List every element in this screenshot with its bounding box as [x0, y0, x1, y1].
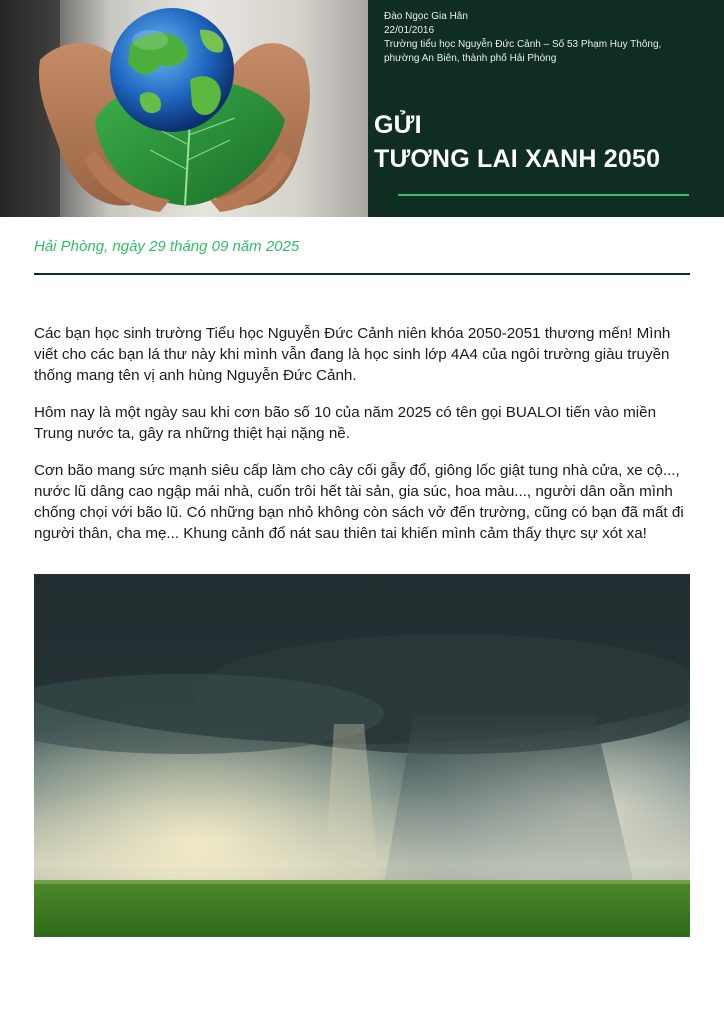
- school-line-1: Trường tiểu học Nguyễn Đức Cảnh – Số 53 Phạm Huy Thông,: [384, 39, 662, 50]
- date-divider: [34, 273, 690, 275]
- letter-date: Hải Phòng, ngày 29 tháng 09 năm 2025: [34, 238, 300, 255]
- header-photo: [0, 0, 368, 217]
- title-divider: [398, 194, 689, 196]
- title-line-1: GỬI: [374, 111, 422, 139]
- header-panel: [368, 0, 724, 217]
- letter-body: [34, 323, 694, 560]
- paragraph-3: Cơn bão mang sức mạnh siêu cấp làm cho cây cối gẫy đổ, giông lốc giật tung nhà cửa, xe cộ..., nước lũ dâng cao ngập mái nhà, cuốn trôi hết tài sản, gia súc, hoa màu..., người dân oằn mình chống chọi với bão lũ. Có những bạn nhỏ không còn sách vở đến trường, cũng có bạn đã mất đi người thân, cha mẹ... Khung cảnh đổ nát sau thiên tai khiến mình cảm thấy thực sự xót xa!: [34, 462, 684, 542]
- paragraph-2: Hôm nay là một ngày sau khi cơn bão số 10 của năm 2025 có tên gọi BUALOI tiến vào miền Trung nước ta, gây ra những thiệt hại nặng nề.: [34, 404, 657, 442]
- author-birthdate: 22/01/2016: [384, 25, 435, 36]
- earth-on-leaf-in-hands-icon: [0, 0, 368, 217]
- storm-over-field-icon: [34, 574, 690, 937]
- paragraph-1: Các bạn học sinh trường Tiểu học Nguyễn Đức Cảnh niên khóa 2050-2051 thương mến! Mình viết cho các bạn lá thư này khi mình vẫn đang là học sinh lớp 4A4 của ngôi trường giàu truyền thống mang tên vị anh hùng Nguyễn Đức Cảnh.: [34, 325, 671, 384]
- school-line-2: phường An Biên, thành phố Hải Phòng: [384, 53, 557, 64]
- storm-photo: [34, 574, 690, 937]
- title-line-2: TƯƠNG LAI XANH 2050: [374, 145, 661, 173]
- author-name: Đào Ngọc Gia Hân: [384, 11, 468, 22]
- author-info: [384, 10, 661, 66]
- letter-header: [0, 0, 724, 217]
- page-title: [374, 108, 660, 176]
